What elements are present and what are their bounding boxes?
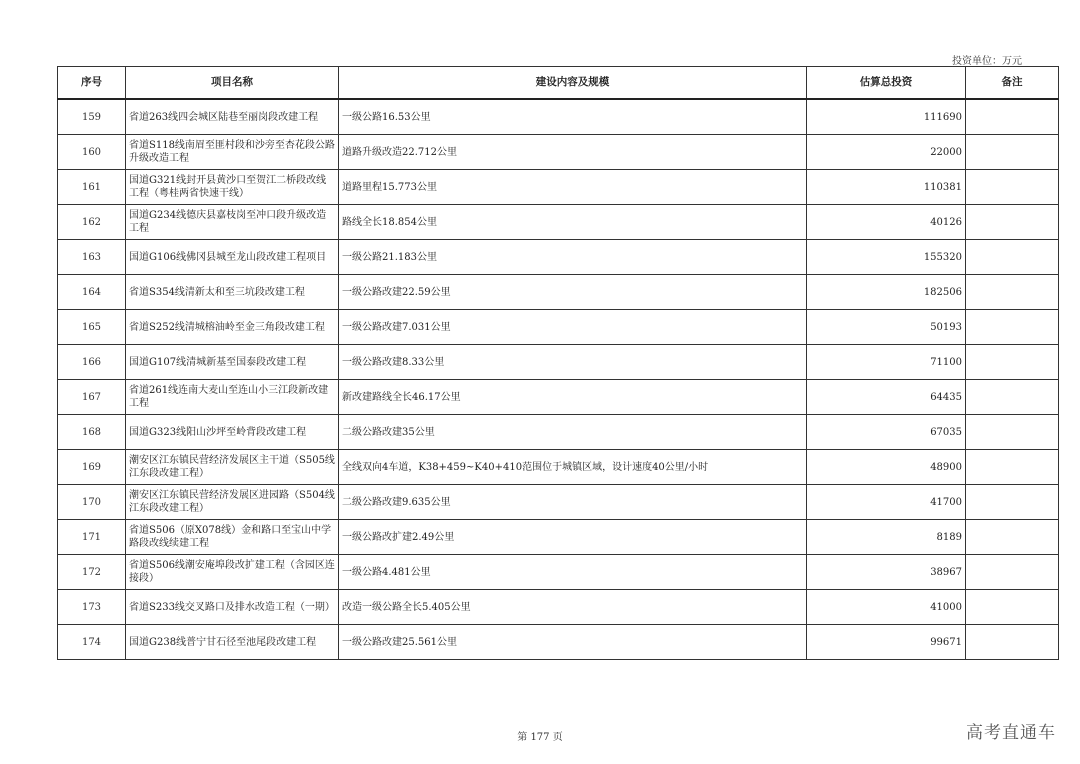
cell-index: 170 <box>58 485 126 520</box>
cell-scope: 二级公路改建9.635公里 <box>339 485 807 520</box>
cell-index: 166 <box>58 345 126 380</box>
table-row <box>58 345 1059 380</box>
cell-project-name: 潮安区江东镇民营经济发展区主干道（S505线江东段改建工程） <box>126 450 339 485</box>
cell-project-name: 省道S506线潮安庵埠段改扩建工程（含园区连接段） <box>126 555 339 590</box>
cell-note <box>966 450 1059 485</box>
table-row <box>58 590 1059 625</box>
cell-investment: 67035 <box>807 415 966 450</box>
cell-investment: 38967 <box>807 555 966 590</box>
cell-note <box>966 170 1059 205</box>
cell-investment: 8189 <box>807 520 966 555</box>
header-scope: 建设内容及规模 <box>339 67 807 100</box>
cell-scope: 道路里程15.773公里 <box>339 170 807 205</box>
cell-project-name: 潮安区江东镇民营经济发展区进园路（S504线江东段改建工程） <box>126 485 339 520</box>
cell-scope: 一级公路改建22.59公里 <box>339 275 807 310</box>
table-row <box>58 380 1059 415</box>
cell-scope: 道路升级改造22.712公里 <box>339 135 807 170</box>
cell-scope: 路线全长18.854公里 <box>339 205 807 240</box>
cell-note <box>966 275 1059 310</box>
cell-note <box>966 99 1059 135</box>
table-row <box>58 99 1059 135</box>
cell-investment: 111690 <box>807 99 966 135</box>
cell-note <box>966 345 1059 380</box>
cell-investment: 110381 <box>807 170 966 205</box>
cell-scope: 一级公路16.53公里 <box>339 99 807 135</box>
table-row <box>58 205 1059 240</box>
cell-investment: 50193 <box>807 310 966 345</box>
header-project-name: 项目名称 <box>126 67 339 100</box>
cell-note <box>966 520 1059 555</box>
cell-project-name: 省道S506（原X078线）金和路口至宝山中学路段改线续建工程 <box>126 520 339 555</box>
cell-project-name: 国道G234线德庆县嘉枝岗至冲口段升级改造工程 <box>126 205 339 240</box>
cell-investment: 155320 <box>807 240 966 275</box>
cell-investment: 41700 <box>807 485 966 520</box>
cell-note <box>966 380 1059 415</box>
cell-index: 162 <box>58 205 126 240</box>
cell-scope: 一级公路4.481公里 <box>339 555 807 590</box>
cell-index: 167 <box>58 380 126 415</box>
cell-index: 168 <box>58 415 126 450</box>
cell-scope: 一级公路21.183公里 <box>339 240 807 275</box>
cell-note <box>966 555 1059 590</box>
table-row <box>58 135 1059 170</box>
cell-investment: 71100 <box>807 345 966 380</box>
table-body <box>58 99 1059 660</box>
cell-note <box>966 625 1059 660</box>
cell-index: 161 <box>58 170 126 205</box>
table-header-row <box>58 67 1059 100</box>
investment-unit-label: 投资单位：万元 <box>952 56 1022 67</box>
header-investment: 估算总投资 <box>807 67 966 100</box>
cell-scope: 全线双向4车道，K38+459~K40+410范围位于城镇区域，设计速度40公里/小时 <box>339 450 807 485</box>
cell-scope: 一级公路改建7.031公里 <box>339 310 807 345</box>
cell-project-name: 国道G106线佛冈县城至龙山段改建工程项目 <box>126 240 339 275</box>
table-row <box>58 555 1059 590</box>
cell-project-name: 国道G323线阳山沙坪至岭背段改建工程 <box>126 415 339 450</box>
cell-investment: 22000 <box>807 135 966 170</box>
table-row <box>58 240 1059 275</box>
watermark: 高考直通车 <box>966 723 1056 743</box>
table-row <box>58 170 1059 205</box>
page-number: 第 177 页 <box>517 732 563 743</box>
cell-project-name: 国道G321线封开县黄沙口至贺江二桥段改线工程（粤桂两省快速干线） <box>126 170 339 205</box>
header-index: 序号 <box>58 67 126 100</box>
cell-scope: 改造一级公路全长5.405公里 <box>339 590 807 625</box>
cell-project-name: 国道G107线清城新基至国泰段改建工程 <box>126 345 339 380</box>
cell-index: 159 <box>58 99 126 135</box>
cell-note <box>966 135 1059 170</box>
table-row <box>58 450 1059 485</box>
cell-project-name: 省道S233线交叉路口及排水改造工程（一期） <box>126 590 339 625</box>
table-row <box>58 625 1059 660</box>
cell-scope: 一级公路改建25.561公里 <box>339 625 807 660</box>
cell-index: 164 <box>58 275 126 310</box>
table-row <box>58 415 1059 450</box>
cell-scope: 一级公路改建8.33公里 <box>339 345 807 380</box>
cell-investment: 99671 <box>807 625 966 660</box>
cell-note <box>966 205 1059 240</box>
project-table <box>57 66 1059 660</box>
header-note: 备注 <box>966 67 1059 100</box>
cell-index: 165 <box>58 310 126 345</box>
cell-project-name: 国道G238线普宁甘石径至池尾段改建工程 <box>126 625 339 660</box>
cell-investment: 48900 <box>807 450 966 485</box>
cell-note <box>966 415 1059 450</box>
cell-index: 174 <box>58 625 126 660</box>
cell-investment: 182506 <box>807 275 966 310</box>
cell-note <box>966 310 1059 345</box>
cell-scope: 二级公路改建35公里 <box>339 415 807 450</box>
cell-investment: 41000 <box>807 590 966 625</box>
cell-investment: 64435 <box>807 380 966 415</box>
table-row <box>58 520 1059 555</box>
cell-index: 173 <box>58 590 126 625</box>
cell-project-name: 省道S354线清新太和至三坑段改建工程 <box>126 275 339 310</box>
cell-investment: 40126 <box>807 205 966 240</box>
cell-project-name: 省道S118线南眉至匪村段和沙旁至杏花段公路升级改造工程 <box>126 135 339 170</box>
cell-index: 160 <box>58 135 126 170</box>
cell-project-name: 省道S252线清城榕油岭至金三角段改建工程 <box>126 310 339 345</box>
cell-project-name: 省道263线四会城区陆巷至丽岗段改建工程 <box>126 99 339 135</box>
table-row <box>58 275 1059 310</box>
table-row <box>58 485 1059 520</box>
cell-scope: 新改建路线全长46.17公里 <box>339 380 807 415</box>
cell-index: 169 <box>58 450 126 485</box>
cell-project-name: 省道261线连南大麦山至连山小三江段新改建工程 <box>126 380 339 415</box>
cell-scope: 一级公路改扩建2.49公里 <box>339 520 807 555</box>
cell-note <box>966 590 1059 625</box>
cell-note <box>966 240 1059 275</box>
cell-index: 171 <box>58 520 126 555</box>
cell-index: 172 <box>58 555 126 590</box>
cell-note <box>966 485 1059 520</box>
table-row <box>58 310 1059 345</box>
cell-index: 163 <box>58 240 126 275</box>
